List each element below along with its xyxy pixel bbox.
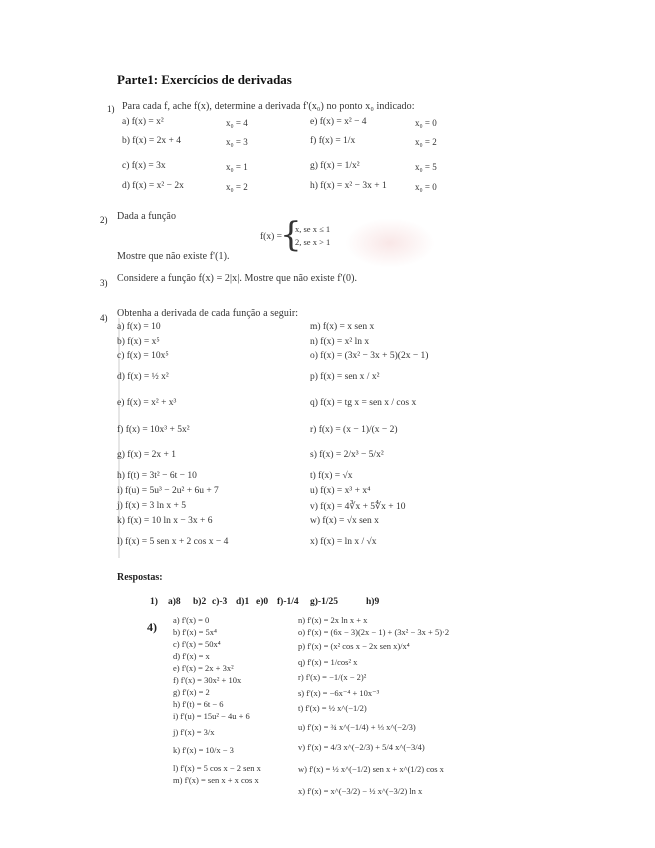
answer-1a: a)8 — [168, 597, 181, 607]
q2-function-label: f(x) = — [260, 232, 282, 242]
answer-4p: p) f'(x) = (x² cos x − 2x sen x)/x⁴ — [298, 641, 410, 651]
q4-right-v: v) f(x) = 4∛x + 5∜x + 10 — [310, 502, 406, 512]
q1-item-h: h) f(x) = x² − 3x + 1 — [310, 181, 387, 191]
q2-case-2: 2, se x > 1 — [295, 237, 331, 247]
q4-right-x: x) f(x) = ln x / √x — [310, 537, 377, 547]
q4-right-q: q) f(x) = tg x = sen x / cos x — [310, 398, 417, 408]
q4-left-c: c) f(x) = 10x⁵ — [117, 351, 169, 361]
q1-item-c: c) f(x) = 3x — [122, 161, 166, 171]
q1-item-f: f) f(x) = 1/x — [310, 136, 356, 146]
q4-left-l: l) f(x) = 5 sen x + 2 cos x − 4 — [117, 537, 229, 547]
answer-1h: h)9 — [366, 597, 380, 607]
answer-4x: x) f'(x) = x^(−3/2) − ½ x^(−3/2) ln x — [298, 786, 423, 796]
answer-4h: h) f'(t) = 6t − 6 — [173, 699, 224, 709]
q1-x0-g: x₀ = 5 — [415, 162, 437, 172]
q4-right-r: r) f(x) = (x − 1)/(x − 2) — [310, 425, 398, 435]
answer-4i: i) f'(u) = 15u² − 4u + 6 — [173, 711, 250, 721]
q4-left-k: k) f(x) = 10 ln x − 3x + 6 — [117, 516, 213, 526]
answers-heading: Respostas: — [117, 572, 163, 583]
q4-left-d: d) f(x) = ½ x² — [117, 372, 169, 382]
q1-item-g: g) f(x) = 1/x² — [310, 161, 360, 171]
q4-right-w: w) f(x) = √x sen x — [310, 516, 379, 526]
answer-4l: l) f'(x) = 5 cos x − 2 sen x — [173, 763, 261, 773]
q4-left-j: j) f(x) = 3 ln x + 5 — [117, 501, 187, 511]
q1-item-a: a) f(x) = x² — [122, 117, 164, 127]
q4-right-p: p) f(x) = sen x / x² — [310, 372, 380, 382]
q1-x0-d: x₀ = 2 — [226, 182, 248, 192]
answer-4t: t) f'(x) = ½ x^(−1/2) — [298, 703, 367, 713]
answer-4u: u) f'(x) = ¾ x^(−1/4) + ⅓ x^(−2/3) — [298, 722, 416, 732]
q4-text: Obtenha a derivada de cada função a seguir: — [117, 308, 299, 319]
answer-4s: s) f'(x) = −6x⁻⁴ + 10x⁻³ — [298, 688, 380, 698]
answer-4q: q) f'(x) = 1/cos² x — [298, 657, 358, 667]
q4-right-o: o) f(x) = (3x² − 3x + 5)(2x − 1) — [310, 351, 429, 361]
q4-left-a: a) f(x) = 10 — [117, 322, 161, 332]
answer-4w: w) f'(x) = ½ x^(−1/2) sen x + x^(1/2) cos x — [298, 764, 444, 774]
q4-right-m: m) f(x) = x sen x — [310, 322, 375, 332]
q1-x0-e: x₀ = 0 — [415, 118, 437, 128]
answer-1b: b)2 — [193, 597, 207, 607]
answer-4g: g) f'(x) = 2 — [173, 687, 210, 697]
q4-left-i: i) f(u) = 5u³ − 2u² + 6u + 7 — [117, 486, 219, 496]
q4-right-s: s) f(x) = 2/x³ − 5/x² — [310, 450, 384, 460]
answer-4o: o) f'(x) = (6x − 3)(2x − 1) + (3x² − 3x + 5)·2 — [298, 627, 450, 637]
q2-conclusion: Mostre que não existe f'(1). — [117, 251, 230, 262]
q1-x0-f: x₀ = 2 — [415, 137, 437, 147]
q1-text: Para cada f, ache f(x), determine a derivada f'(x₀) no ponto x₀ indicado: — [122, 101, 415, 112]
q1-x0-b: x₀ = 3 — [226, 137, 248, 147]
answers-4-number: 4) — [147, 620, 157, 634]
q1-item-e: e) f(x) = x² − 4 — [310, 117, 367, 127]
q4-number: 4) — [100, 313, 108, 323]
answer-4a: a) f'(x) = 0 — [173, 615, 210, 625]
answers-1-number: 1) — [150, 597, 158, 607]
answer-4b: b) f'(x) = 5x⁴ — [173, 627, 217, 637]
q4-left-e: e) f(x) = x² + x³ — [117, 398, 177, 408]
q1-x0-h: x₀ = 0 — [415, 182, 437, 192]
q4-left-f: f) f(x) = 10x³ + 5x² — [117, 425, 190, 435]
q3-text: Considere a função f(x) = 2|x|. Mostre que não existe f'(0). — [117, 273, 358, 284]
q2-number: 2) — [100, 215, 108, 225]
q1-item-b: b) f(x) = 2x + 4 — [122, 136, 181, 146]
q4-right-n: n) f(x) = x² ln x — [310, 337, 370, 347]
q2-intro: Dada a função — [117, 211, 177, 222]
q1-x0-c: x₀ = 1 — [226, 162, 248, 172]
answer-4e: e) f'(x) = 2x + 3x² — [173, 663, 234, 673]
answer-4m: m) f'(x) = sen x + x cos x — [173, 775, 259, 785]
q4-left-h: h) f(t) = 3t² − 6t − 10 — [117, 471, 197, 481]
answer-4k: k) f'(x) = 10/x − 3 — [173, 745, 234, 755]
q4-right-u: u) f(x) = x³ + x⁴ — [310, 486, 371, 496]
answer-4j: j) f'(x) = 3/x — [173, 727, 215, 737]
answer-4n: n) f'(x) = 2x ln x + x — [298, 615, 368, 625]
answer-1d: d)1 — [236, 597, 250, 607]
q3-number: 3) — [100, 278, 108, 288]
answer-1c: c)-3 — [212, 597, 228, 607]
answer-4c: c) f'(x) = 50x⁴ — [173, 639, 221, 649]
q2-brace: { — [280, 215, 302, 255]
answer-4r: r) f'(x) = −1/(x − 2)² — [298, 672, 367, 682]
answer-4f: f) f'(x) = 30x² + 10x — [173, 675, 242, 685]
q2-case-1: x, se x ≤ 1 — [295, 224, 331, 234]
q4-left-g: g) f(x) = 2x + 1 — [117, 450, 176, 460]
q4-right-t: t) f(x) = √x — [310, 471, 353, 481]
q1-number: 1) — [107, 104, 115, 114]
answer-1e: e)0 — [256, 597, 269, 607]
answer-4d: d) f'(x) = x — [173, 651, 210, 661]
answer-4v: v) f'(x) = 4/3 x^(−2/3) + 5/4 x^(−3/4) — [298, 742, 425, 752]
answer-1f: f)-1/4 — [277, 597, 299, 607]
q1-x0-a: x₀ = 4 — [226, 118, 248, 128]
red-smudge — [345, 218, 435, 268]
answer-1g: g)-1/25 — [310, 597, 338, 607]
q1-item-d: d) f(x) = x² − 2x — [122, 181, 184, 191]
page-title: Parte1: Exercícios de derivadas — [117, 72, 292, 87]
q4-left-b: b) f(x) = x⁵ — [117, 337, 160, 347]
